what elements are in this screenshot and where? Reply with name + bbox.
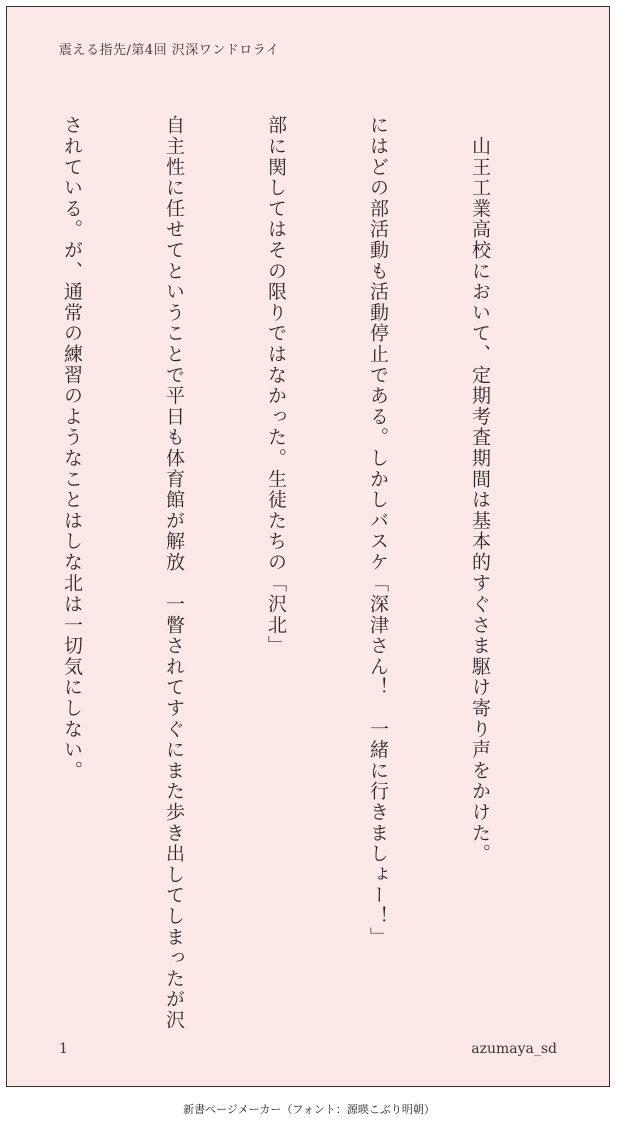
text-column: されている。が、通常の練習のようなことはしな [61,115,83,573]
text-column: すぐさま駆け寄り声をかけた。 [469,573,491,865]
author-name: azumaya_sd [471,1041,557,1057]
top-text-block [0,115,565,573]
generator-credit: 新書ページメーカー（フォント：源暎こぶり明朝） [183,1103,435,1116]
text-column: にはどの部活動も活動停止である。しかしバスケ [367,115,389,573]
manuscript-page [6,6,610,1087]
text-column: 「深津さん！ 一緒に行きましょー！」 [367,573,389,948]
bottom-text-block [0,573,565,1031]
text-column: 一瞥されてすぐにまた歩き出してしまったが沢 [163,573,185,1031]
text-column: 山王工業高校において、定期考査期間は基本的 [469,115,491,573]
page-header-title: 震える指先/第4回 沢深ワンドロライ [59,43,280,58]
text-column: 北は一切気にしない。 [61,573,83,781]
page-number: 1 [59,1041,68,1057]
text-column: 部に関してはその限りではなかった。生徒たちの [265,115,287,573]
text-column: 「沢北」 [265,573,287,657]
text-column: 自主性に任せてということで平日も体育館が解放 [163,115,185,573]
